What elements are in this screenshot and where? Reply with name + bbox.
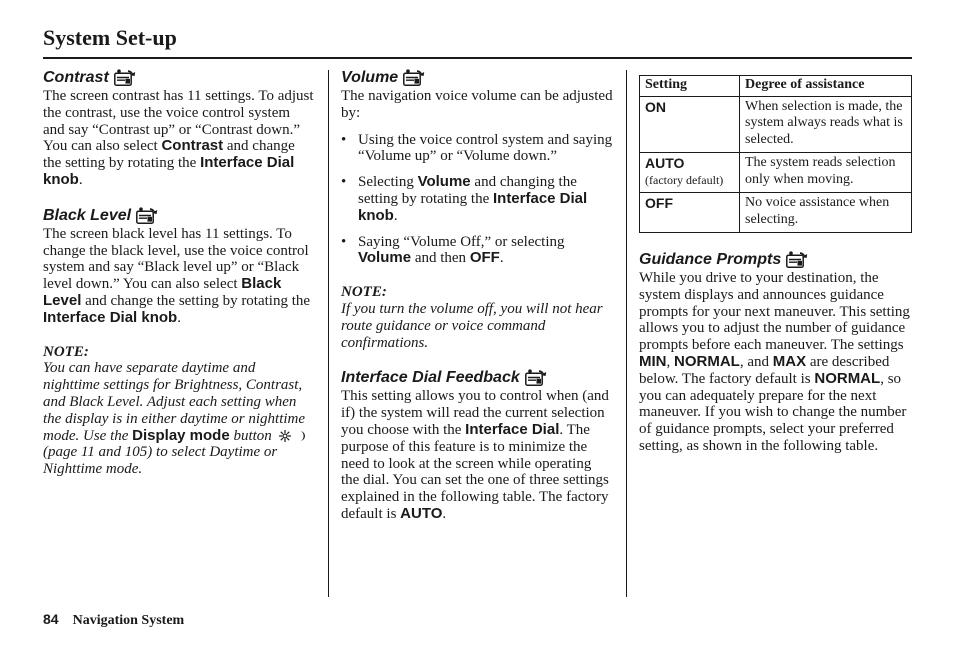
- volume-bullet-2-text-3: .: [393, 207, 398, 224]
- idf-text-2: . The purpose of this feature is to minimize the need to look at the screen while operating the dial. You can set the one of three settings explained in the following table. The factory default is: [341, 421, 609, 522]
- page-number: 84: [43, 611, 59, 627]
- column-left: [43, 68, 315, 495]
- table-cell-description: No voice assistance when selecting.: [740, 193, 912, 233]
- guidance-ui-max: MAX: [772, 352, 807, 370]
- interface-dial-feedback-paragraph: [341, 388, 613, 522]
- contrast-paragraph: [43, 88, 315, 189]
- black-level-paragraph: [43, 226, 315, 327]
- note-text-2: button: [229, 427, 272, 444]
- voice-command-icon: [403, 69, 425, 86]
- table-cell-setting: [640, 96, 740, 153]
- table-cell-description: The system reads selection only when moving.: [740, 153, 912, 193]
- table-cell-setting: [640, 193, 740, 233]
- idf-text-1: This setting allows you to control when (and if) the system will read the current selection you choose with the: [341, 388, 609, 438]
- guidance-ui-normal-default: NORMAL: [814, 369, 881, 387]
- note-ui-display-mode: Display mode: [132, 426, 230, 444]
- voice-command-icon: [136, 207, 158, 224]
- table-row: [640, 193, 912, 233]
- volume-bullet-3-text-1: Saying “Volume Off,” or selecting: [358, 233, 565, 250]
- volume-bullet-3-text-2: and then: [411, 250, 470, 267]
- black-level-text-3: .: [177, 309, 181, 326]
- black-level-heading: [43, 206, 315, 225]
- voice-command-icon: [786, 251, 808, 268]
- note-heading: NOTE:: [43, 343, 89, 360]
- volume-heading-text: Volume: [341, 69, 399, 86]
- guidance-ui-normal: NORMAL: [674, 352, 740, 370]
- volume-bullet-2-text-2: and changing the setting by rotating the: [358, 174, 577, 207]
- volume-heading: [341, 68, 613, 87]
- black-level-heading-text: Black Level: [43, 206, 132, 224]
- column-divider-right: [626, 70, 627, 597]
- list-item: [341, 132, 613, 166]
- guidance-prompts-heading: [639, 250, 912, 269]
- voice-command-icon: [114, 69, 136, 86]
- volume-options-list: [341, 132, 613, 268]
- table-header-degree: Degree of assistance: [740, 76, 912, 97]
- table-row: [640, 153, 912, 193]
- idf-ui-auto: AUTO: [400, 504, 443, 522]
- table-cell-description: When selection is made, the system always reads what is selected.: [740, 96, 912, 153]
- volume-off-note: If you turn the volume off, you will not hear route guidance or voice command confirmations.: [341, 300, 603, 351]
- black-level-ui-dial: Interface Dial knob: [43, 308, 178, 326]
- display-mode-note: [43, 360, 315, 478]
- note-text-3: (page 11 and 105) to select Daytime or Nighttime mode.: [43, 444, 278, 478]
- setting-default-label: (factory default): [645, 172, 724, 187]
- guidance-text-2: ,: [666, 353, 674, 370]
- volume-bullet-1-text: Using the voice control system and saying “Volume up” or “Volume down.”: [358, 131, 613, 165]
- note-text-1: You can have separate daytime and nighttime settings for Brightness, Contrast, and Black Level. Adjust each setting when the display is in either daytime or nighttime mode. Use the: [43, 360, 306, 444]
- list-item: [341, 174, 613, 224]
- contrast-ui-dial: Interface Dial knob: [43, 154, 295, 188]
- volume-bullet-3-text-3: .: [499, 250, 504, 267]
- footer-label: Navigation System: [72, 613, 185, 628]
- contrast-heading-text: Contrast: [43, 69, 109, 86]
- sun-moon-icon: [276, 429, 310, 443]
- guidance-text-1: While you drive to your destination, the system displays and announces guidance prompts for your next maneuver. This setting allows you to adjust the number of guidance prompts before each maneuver. The settings: [639, 270, 910, 354]
- voice-command-icon: [525, 369, 547, 386]
- guidance-prompts-heading-text: Guidance Prompts: [639, 251, 782, 268]
- volume-bullet-2-ui-volume: Volume: [417, 173, 471, 191]
- volume-bullet-2-text-1: Selecting: [358, 174, 418, 191]
- title-divider: [43, 57, 912, 59]
- setting-name: AUTO: [645, 155, 685, 171]
- black-level-text-1: The screen black level has 11 settings. To change the black level, use the voice control system and say “Black level up” or “Black level down.” You can also select: [43, 225, 309, 293]
- assistance-table: [639, 75, 912, 233]
- volume-bullet-2-ui-dial: Interface Dial knob: [358, 189, 588, 224]
- table-header-row: [640, 76, 912, 97]
- page-title: System Set-up: [43, 25, 177, 50]
- table-cell-setting: [640, 153, 740, 193]
- page-footer: [43, 611, 184, 629]
- volume-bullet-3-ui-volume: Volume: [358, 249, 412, 267]
- column-divider-left: [328, 70, 329, 597]
- guidance-text-5: , so you can adequately prepare for the next maneuver. If you wish to change the number of guidance prompts, select your preferred setting, as shown in the following table.: [639, 370, 907, 454]
- contrast-text-3: .: [78, 171, 83, 188]
- interface-dial-feedback-heading: [341, 368, 613, 387]
- volume-intro: The navigation voice volume can be adjusted by:: [341, 88, 613, 121]
- table-row: [640, 96, 912, 153]
- column-middle: [341, 68, 613, 540]
- volume-bullet-3-ui-off: OFF: [469, 249, 500, 267]
- guidance-text-4: are described below. The factory default is: [639, 353, 890, 387]
- guidance-prompts-paragraph: [639, 270, 912, 455]
- black-level-ui-black-level: Black Level: [43, 275, 282, 309]
- idf-text-3: .: [442, 505, 447, 522]
- setting-name: ON: [645, 98, 666, 115]
- guidance-ui-min: MIN: [639, 352, 667, 370]
- contrast-heading: [43, 68, 315, 87]
- contrast-text-2: and change the setting by rotating the: [43, 138, 295, 172]
- setting-name: OFF: [645, 195, 673, 211]
- contrast-ui-contrast: Contrast: [161, 137, 224, 155]
- table-header-setting: Setting: [640, 76, 740, 97]
- black-level-text-2: and change the setting by rotating the: [81, 292, 311, 309]
- list-item: [341, 234, 613, 268]
- column-right: [639, 68, 912, 472]
- interface-dial-feedback-heading-text: Interface Dial Feedback: [341, 369, 520, 387]
- note-heading: NOTE:: [341, 284, 387, 301]
- guidance-text-3: , and: [739, 353, 773, 370]
- contrast-text-1: The screen contrast has 11 settings. To adjust the contrast, use the voice control system and say “Contrast up” or “Contrast down.” You can also select: [43, 88, 314, 155]
- idf-ui-dial: Interface Dial: [465, 420, 560, 438]
